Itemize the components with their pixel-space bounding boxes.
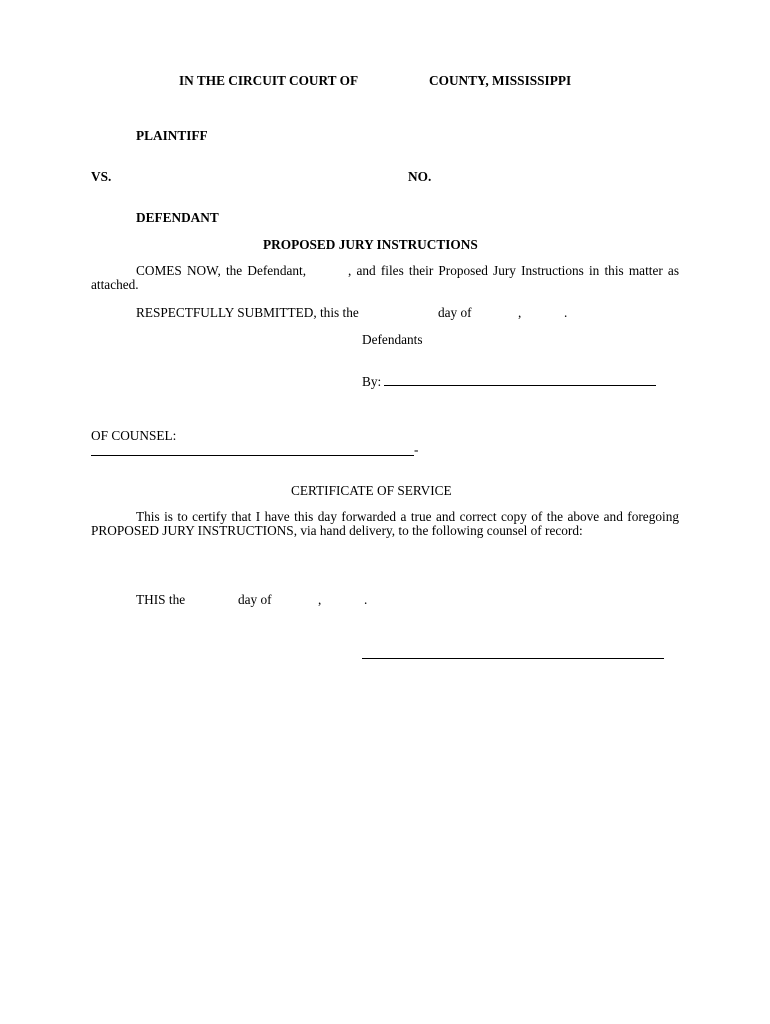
submitted-comma: , (518, 305, 522, 320)
court-heading-right: COUNTY, MISSISSIPPI (429, 73, 572, 88)
certificate-title: CERTIFICATE OF SERVICE (291, 483, 452, 498)
plaintiff-label: PLAINTIFF (136, 128, 208, 143)
certificate-signature-line (362, 658, 664, 659)
court-heading-left: IN THE CIRCUIT COURT OF (179, 73, 359, 88)
this-the-day-of: day of (238, 592, 272, 607)
this-the-text: THIS the (136, 592, 186, 607)
of-counsel-dash: - (414, 442, 419, 457)
this-the-period: . (364, 592, 368, 607)
defendants-label: Defendants (362, 332, 423, 347)
comes-now-text-1: COMES NOW, the Defendant, (136, 263, 307, 278)
certificate-body: This is to certify that I have this day forwarded a true and correct copy of the above and foregoing PROPOSED JURY INSTRUCTIONS, via hand delivery, to the following counsel of record: (91, 509, 679, 538)
of-counsel-label: OF COUNSEL: (91, 428, 177, 443)
by-signature-line (384, 385, 656, 386)
submitted-day-of: day of (438, 305, 472, 320)
versus-label: VS. (91, 169, 112, 184)
this-the-comma: , (318, 592, 322, 607)
certificate-paragraph (91, 510, 679, 538)
comes-now-paragraph (91, 264, 679, 292)
defendant-label: DEFENDANT (136, 210, 219, 225)
by-label: By: (362, 374, 382, 389)
submitted-period: . (564, 305, 568, 320)
of-counsel-line (91, 455, 414, 456)
comes-now-text-2: , and files their Proposed Jury Instructions in this matter as attached. (91, 263, 680, 292)
respectfully-submitted-text: RESPECTFULLY SUBMITTED, this the (136, 305, 359, 320)
document-title: PROPOSED JURY INSTRUCTIONS (263, 237, 478, 252)
case-number-label: NO. (408, 169, 432, 184)
